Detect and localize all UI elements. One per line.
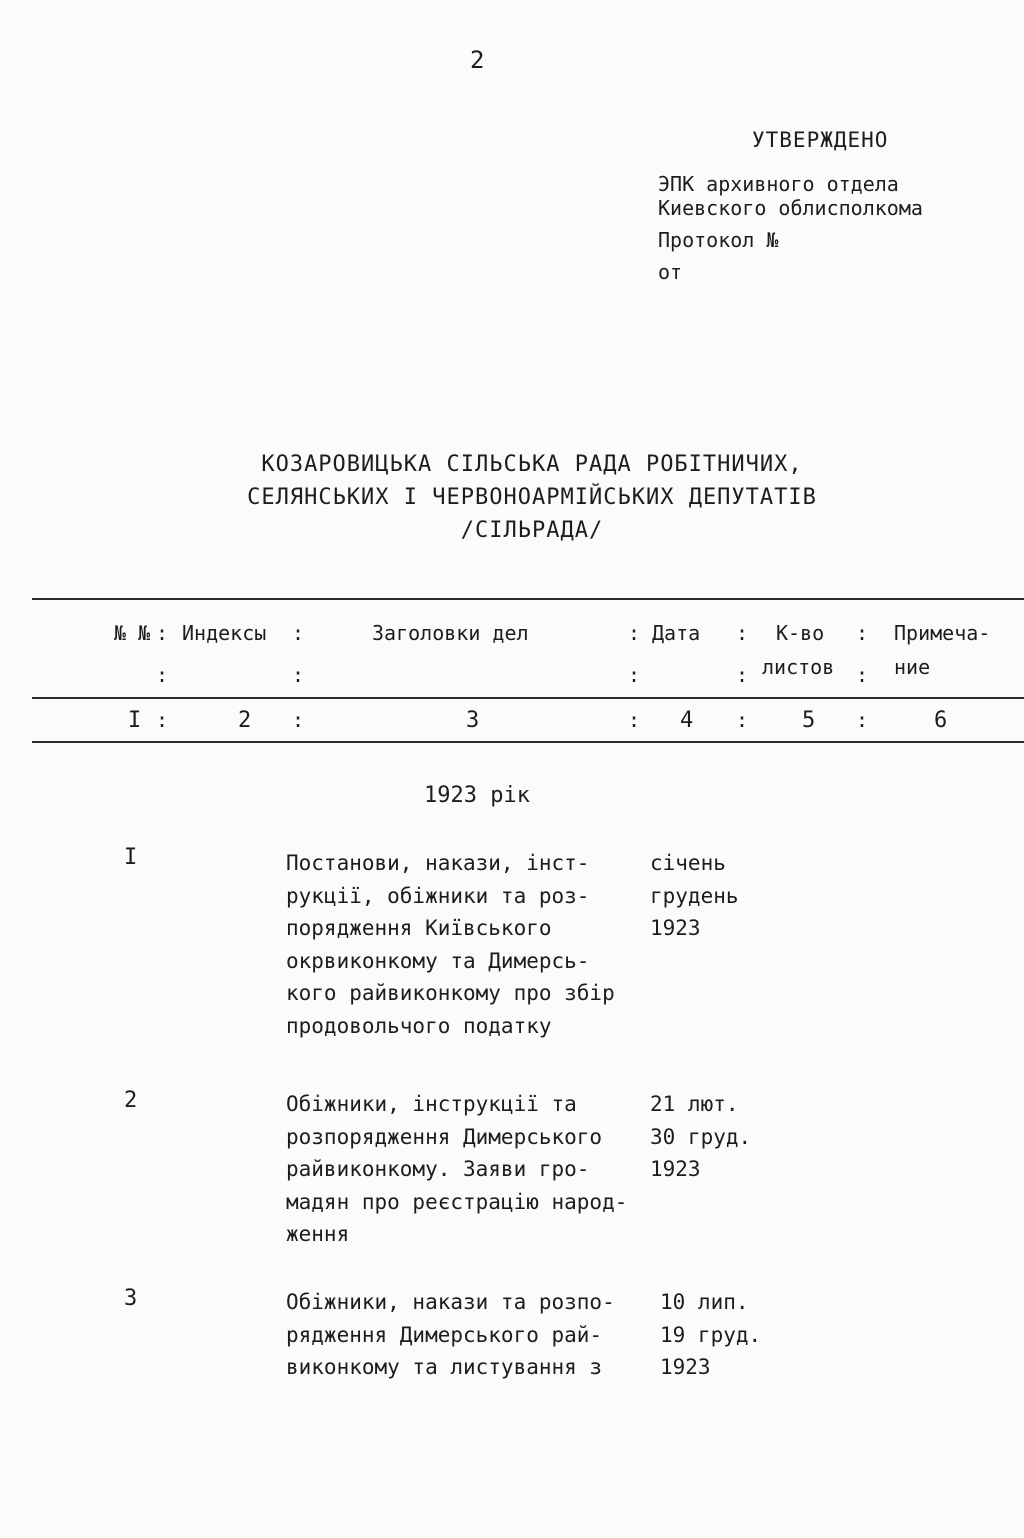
entry-number: 2 <box>124 1088 138 1113</box>
organization-line-2: СЕЛЯНСЬКИХ І ЧЕРВОНОАРМІЙСЬКИХ ДЕПУТАТІВ <box>247 485 817 510</box>
header-separator: : <box>736 663 749 687</box>
column-number-5: 5 <box>802 708 816 733</box>
header-separator: : <box>292 663 305 687</box>
header-rule-bottom <box>32 741 1024 743</box>
entry-title: Постанови, накази, інст- рукції, обіжники та роз- порядження Київського окрвиконкому та Димерсь- кого райвиконкому про збір продовольчого податку <box>286 851 615 1038</box>
entry-title: Обіжники, інструкції та розпорядження Димерського райвиконкому. Заяви гро- мадян про реєстрацію народ- ження <box>286 1092 628 1246</box>
header-notes-1: Примеча- <box>894 621 991 645</box>
entry-date: 21 лют. 30 груд. 1923 <box>650 1092 752 1181</box>
header-separator: : <box>628 708 641 732</box>
header-separator: : <box>856 621 869 645</box>
header-separator: : <box>736 708 749 732</box>
header-separator: : <box>292 708 305 732</box>
organization-line-1: КОЗАРОВИЦЬКА СІЛЬСЬКА РАДА РОБІТНИЧИХ, <box>261 452 803 477</box>
column-number-2: 2 <box>238 708 252 733</box>
entry-date: січень грудень 1923 <box>650 851 739 940</box>
entry-number: I <box>124 845 138 870</box>
entry-title: Обіжники, накази та розпо- рядження Димерського рай- виконкому та листування з <box>286 1290 615 1379</box>
header-separator: : <box>856 663 869 687</box>
approval-office: Киевского облисполкома <box>658 196 923 220</box>
header-separator: : <box>156 708 169 732</box>
header-number: № № <box>114 621 151 645</box>
column-number-4: 4 <box>680 708 694 733</box>
header-notes-2: ние <box>894 655 931 679</box>
header-sheets-2: листов <box>762 655 835 679</box>
header-rule-top <box>32 598 1024 600</box>
header-titles: Заголовки дел <box>372 621 529 645</box>
header-separator: : <box>292 621 305 645</box>
approval-committee: ЭПК архивного отдела <box>658 172 899 196</box>
year-heading: 1923 рік <box>424 783 530 808</box>
header-rule-middle <box>32 697 1024 699</box>
header-date: Дата <box>652 621 701 645</box>
column-number-1: I <box>128 708 142 733</box>
approval-protocol: Протокол № <box>658 228 779 252</box>
column-number-6: 6 <box>934 708 948 733</box>
header-separator: : <box>628 663 641 687</box>
header-separator: : <box>856 708 869 732</box>
organization-line-3: /СІЛЬРАДА/ <box>460 518 604 543</box>
column-number-3: 3 <box>466 708 480 733</box>
approval-title: УТВЕРЖДЕНО <box>752 128 889 152</box>
approval-date: от <box>658 260 683 284</box>
header-indexes: Индексы <box>182 621 267 645</box>
entry-date: 10 лип. 19 груд. 1923 <box>660 1290 762 1379</box>
header-separator: : <box>736 621 749 645</box>
header-separator: : <box>156 663 169 687</box>
header-separator: : <box>628 621 641 645</box>
header-separator: : <box>156 621 169 645</box>
header-sheets-1: К-во <box>776 621 825 645</box>
entry-number: 3 <box>124 1286 138 1311</box>
page-number: 2 <box>470 46 485 74</box>
